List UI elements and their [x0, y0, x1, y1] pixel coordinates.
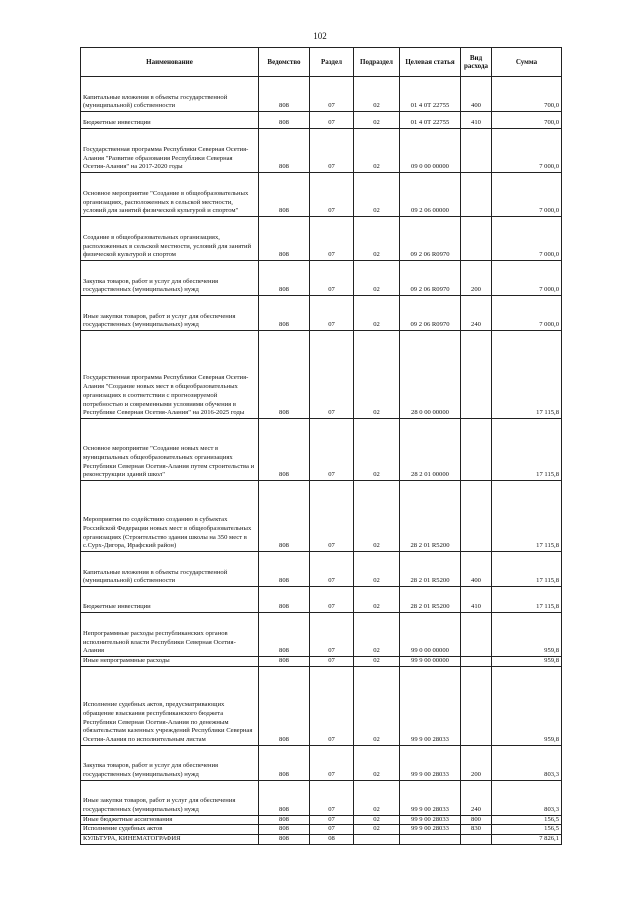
row-section: 07: [310, 77, 354, 112]
header-type: Вид расхода: [461, 48, 492, 77]
row-dept: 808: [259, 835, 310, 845]
header-section: Раздел: [310, 48, 354, 77]
header-name: Наименование: [81, 48, 259, 77]
row-target: 09 0 00 00000: [400, 129, 461, 173]
row-subsection: 02: [354, 129, 400, 173]
row-name: Основное мероприятие "Создание новых мест в муниципальных общеобразовательных организациях Республики Северная Осетия-Алания путем строительства и реконструкции зданий школ": [81, 419, 259, 481]
row-sum: 803,3: [492, 780, 562, 815]
row-dept: 808: [259, 745, 310, 780]
row-name: Иные закупки товаров, работ и услуг для обеспечения государственных (муниципальных) нужд: [81, 780, 259, 815]
row-type: 400: [461, 552, 492, 587]
row-name: Закупка товаров, работ и услуг для обеспечения государственных (муниципальных) нужд: [81, 745, 259, 780]
table-body: [81, 77, 562, 845]
row-section: 07: [310, 745, 354, 780]
table-row: [81, 825, 562, 835]
table-row: [81, 112, 562, 129]
table-row: [81, 173, 562, 217]
table-row: [81, 331, 562, 419]
row-target: 01 4 0Т 22755: [400, 77, 461, 112]
table-header-row: [81, 48, 562, 77]
row-name: Иные непрограммные расходы: [81, 657, 259, 667]
row-target: 09 2 06 00000: [400, 173, 461, 217]
budget-table: [80, 47, 562, 845]
table-row: [81, 552, 562, 587]
row-target: 28 2 01 R5200: [400, 587, 461, 613]
row-target: 28 0 00 00000: [400, 331, 461, 419]
row-sum: 700,0: [492, 77, 562, 112]
row-section: 07: [310, 261, 354, 296]
row-type: 400: [461, 77, 492, 112]
row-sum: 17 115,8: [492, 419, 562, 481]
row-subsection: 02: [354, 552, 400, 587]
row-section: 07: [310, 825, 354, 835]
row-section: 07: [310, 331, 354, 419]
row-type: [461, 173, 492, 217]
row-dept: 808: [259, 666, 310, 745]
row-name: Бюджетные инвестиции: [81, 587, 259, 613]
row-subsection: [354, 835, 400, 845]
row-name: Капитальные вложения в объекты государственной (муниципальной) собственности: [81, 77, 259, 112]
row-type: 830: [461, 825, 492, 835]
row-type: [461, 657, 492, 667]
row-section: 07: [310, 613, 354, 657]
row-sum: 7 826,1: [492, 835, 562, 845]
row-type: 240: [461, 780, 492, 815]
row-type: [461, 666, 492, 745]
row-subsection: 02: [354, 825, 400, 835]
row-target: 28 2 01 R5200: [400, 481, 461, 552]
row-sum: 7 000,0: [492, 296, 562, 331]
row-section: 07: [310, 666, 354, 745]
row-sum: 7 000,0: [492, 129, 562, 173]
row-section: 07: [310, 129, 354, 173]
row-dept: 808: [259, 613, 310, 657]
row-sum: 17 115,8: [492, 481, 562, 552]
row-section: 07: [310, 112, 354, 129]
row-name: Создание в общеобразовательных организациях, расположенных в сельской местности, условий для занятий физической культурой и спортом: [81, 217, 259, 261]
row-dept: 808: [259, 825, 310, 835]
row-target: 09 2 06 R0970: [400, 261, 461, 296]
table-row: [81, 613, 562, 657]
row-dept: 808: [259, 657, 310, 667]
row-name: Непрограммные расходы республиканских органов исполнительной власти Республики Северная Осетия-Алания: [81, 613, 259, 657]
row-subsection: 02: [354, 173, 400, 217]
row-type: [461, 613, 492, 657]
row-target: 99 9 00 28033: [400, 825, 461, 835]
row-sum: 959,8: [492, 657, 562, 667]
row-name: Мероприятия по содействию созданию в субъектах Российской Федерации новых мест в общеобразовательных организациях (Строительство здания школы на 350 мест в с.Сурх-Дигора, Ирафский район): [81, 481, 259, 552]
table-row: [81, 419, 562, 481]
row-section: 07: [310, 173, 354, 217]
header-subsection: Подраздел: [354, 48, 400, 77]
table-row: [81, 587, 562, 613]
row-target: 01 4 0Т 22755: [400, 112, 461, 129]
header-target: Целевая статья: [400, 48, 461, 77]
row-subsection: 02: [354, 481, 400, 552]
row-section: 07: [310, 296, 354, 331]
row-section: 08: [310, 835, 354, 845]
table-row: [81, 261, 562, 296]
row-subsection: 02: [354, 587, 400, 613]
row-dept: 808: [259, 419, 310, 481]
row-subsection: 02: [354, 261, 400, 296]
row-subsection: 02: [354, 613, 400, 657]
table-row: [81, 657, 562, 667]
row-section: 07: [310, 419, 354, 481]
row-target: 99 0 00 00000: [400, 613, 461, 657]
row-subsection: 02: [354, 217, 400, 261]
row-type: 410: [461, 587, 492, 613]
table-row: [81, 481, 562, 552]
row-dept: 808: [259, 331, 310, 419]
row-type: 200: [461, 261, 492, 296]
row-dept: 808: [259, 587, 310, 613]
row-section: 07: [310, 815, 354, 825]
table-row: [81, 835, 562, 845]
table-row: [81, 129, 562, 173]
row-target: 99 9 00 28033: [400, 666, 461, 745]
row-sum: 17 115,8: [492, 331, 562, 419]
row-subsection: 02: [354, 745, 400, 780]
row-type: [461, 217, 492, 261]
row-subsection: 02: [354, 815, 400, 825]
row-target: 99 9 00 28033: [400, 815, 461, 825]
row-type: [461, 419, 492, 481]
row-target: 09 2 06 R0970: [400, 296, 461, 331]
table-row: [81, 77, 562, 112]
row-sum: 17 115,8: [492, 552, 562, 587]
row-sum: 803,3: [492, 745, 562, 780]
row-name: Иные бюджетные ассигнования: [81, 815, 259, 825]
row-target: [400, 835, 461, 845]
row-name: КУЛЬТУРА, КИНЕМАТОГРАФИЯ: [81, 835, 259, 845]
row-subsection: 02: [354, 666, 400, 745]
table-row: [81, 217, 562, 261]
row-subsection: 02: [354, 419, 400, 481]
row-dept: 808: [259, 173, 310, 217]
row-sum: 7 000,0: [492, 173, 562, 217]
row-dept: 808: [259, 481, 310, 552]
header-dept: Ведомство: [259, 48, 310, 77]
row-type: 240: [461, 296, 492, 331]
row-sum: 7 000,0: [492, 217, 562, 261]
row-subsection: 02: [354, 77, 400, 112]
table-row: [81, 780, 562, 815]
row-name: Закупка товаров, работ и услуг для обеспечения государственных (муниципальных) нужд: [81, 261, 259, 296]
row-target: 28 2 01 00000: [400, 419, 461, 481]
row-dept: 808: [259, 77, 310, 112]
row-dept: 808: [259, 552, 310, 587]
row-target: 09 2 06 R0970: [400, 217, 461, 261]
row-name: Бюджетные инвестиции: [81, 112, 259, 129]
row-section: 07: [310, 481, 354, 552]
row-type: 410: [461, 112, 492, 129]
table-row: [81, 296, 562, 331]
header-sum: Сумма: [492, 48, 562, 77]
row-name: Исполнение судебных актов: [81, 825, 259, 835]
row-section: 07: [310, 217, 354, 261]
row-name: Иные закупки товаров, работ и услуг для обеспечения государственных (муниципальных) нужд: [81, 296, 259, 331]
row-name: Государственная программа Республики Северная Осетия-Алания "Развитие образования Республики Северная Осетия-Алания" на 2017-2020 годы: [81, 129, 259, 173]
row-dept: 808: [259, 780, 310, 815]
row-dept: 808: [259, 112, 310, 129]
row-sum: 17 115,8: [492, 587, 562, 613]
row-dept: 808: [259, 296, 310, 331]
row-subsection: 02: [354, 657, 400, 667]
row-dept: 808: [259, 261, 310, 296]
row-target: 99 9 00 28033: [400, 780, 461, 815]
row-section: 07: [310, 657, 354, 667]
row-dept: 808: [259, 815, 310, 825]
row-subsection: 02: [354, 780, 400, 815]
row-name: Государственная программа Республики Северная Осетия-Алания "Создание новых мест в общеобразовательных организациях в соответствии с прогнозируемой потребностью и современными условиями обучения в Республике Северная Осетия-Алания" на 2016-2025 годы: [81, 331, 259, 419]
row-dept: 808: [259, 129, 310, 173]
row-type: [461, 331, 492, 419]
row-type: [461, 129, 492, 173]
row-section: 07: [310, 587, 354, 613]
row-dept: 808: [259, 217, 310, 261]
table-row: [81, 745, 562, 780]
row-subsection: 02: [354, 112, 400, 129]
row-section: 07: [310, 780, 354, 815]
row-sum: 959,8: [492, 666, 562, 745]
row-section: 07: [310, 552, 354, 587]
row-type: [461, 481, 492, 552]
row-type: [461, 835, 492, 845]
row-target: 99 9 00 00000: [400, 657, 461, 667]
row-name: Капитальные вложения в объекты государственной (муниципальной) собственности: [81, 552, 259, 587]
row-type: 800: [461, 815, 492, 825]
table-row: [81, 815, 562, 825]
row-target: 28 2 01 R5200: [400, 552, 461, 587]
row-sum: 156,5: [492, 825, 562, 835]
row-sum: 959,8: [492, 613, 562, 657]
row-type: 200: [461, 745, 492, 780]
row-name: Исполнение судебных актов, предусматривающих обращение взыскания республиканского бюджета Республики Северная Осетия-Алания по денежным обязательствам казенных учреждений Республики Северная Осетия-Алания по исполнительным листам: [81, 666, 259, 745]
row-name: Основное мероприятие "Создание в общеобразовательных организациях, расположенных в сельской местности, условий для занятий физической культурой и спортом": [81, 173, 259, 217]
table-row: [81, 666, 562, 745]
row-sum: 7 000,0: [492, 261, 562, 296]
row-target: 99 9 00 28033: [400, 745, 461, 780]
row-subsection: 02: [354, 296, 400, 331]
row-sum: 700,0: [492, 112, 562, 129]
page-number: 102: [313, 31, 327, 41]
row-sum: 156,5: [492, 815, 562, 825]
row-subsection: 02: [354, 331, 400, 419]
